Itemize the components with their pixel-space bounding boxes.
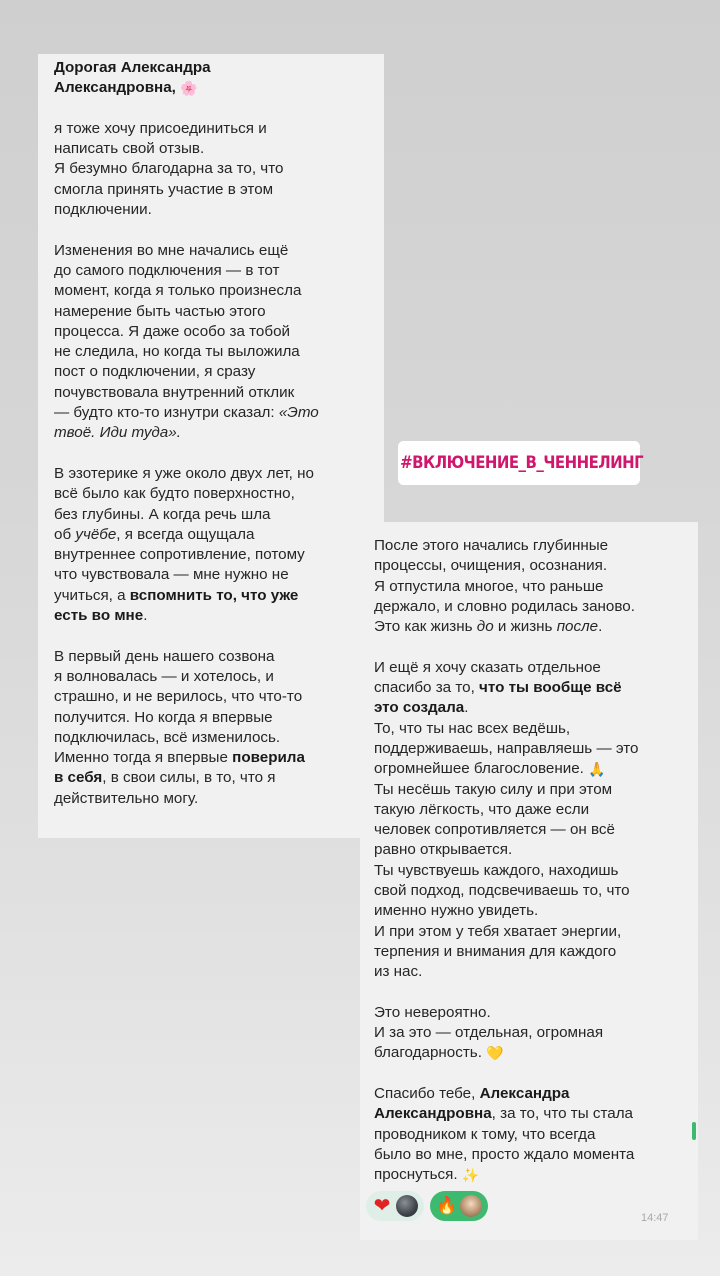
text-line: момент, когда я только произнесла [54, 282, 302, 300]
praying-hands-icon: 🙏 [588, 761, 606, 778]
text-line: намерение быть частью этого [54, 302, 266, 320]
text-line: из нас. [374, 963, 423, 981]
text-line [374, 1104, 688, 1124]
text-line [54, 586, 370, 606]
text-segment: проснуться. [374, 1166, 458, 1184]
text-line: что чувствовала — мне нужно не [54, 566, 289, 584]
bold-phrase: Александровна [374, 1105, 492, 1123]
text-line: подключении. [54, 201, 152, 219]
reactor-avatar [396, 1195, 418, 1217]
heart-icon: ❤ [373, 1195, 391, 1217]
message-timestamp: 14:47 [641, 1212, 669, 1224]
reactions-bar [366, 1191, 488, 1221]
text-segment: , я всегда ощущала [116, 525, 255, 543]
text-line [374, 698, 688, 718]
paragraph [54, 464, 370, 626]
text-line [374, 1084, 688, 1104]
text-segment: . [598, 618, 603, 636]
quote-italic: твоё. Иди туда». [54, 424, 181, 442]
italic-word: после [556, 618, 599, 636]
text-line: именно нужно увидеть. [374, 902, 539, 920]
text-segment: и жизнь [493, 618, 557, 636]
text-line: процесса. Я даже особо за тобой [54, 322, 290, 340]
text-line: всё было как будто поверхностно, [54, 485, 295, 503]
italic-word: учёбе [75, 525, 117, 543]
italic-word: до [476, 618, 494, 636]
reaction-heart[interactable] [366, 1191, 424, 1221]
yellow-heart-icon: 💛 [486, 1045, 504, 1062]
text-line: То, что ты нас всех ведёшь, [374, 719, 571, 737]
bold-phrase: это создала [374, 699, 465, 717]
text-line: я волновалась — и хотелось, и [54, 667, 274, 685]
text-line [54, 748, 370, 768]
text-line: такую лёгкость, что даже если [374, 800, 590, 818]
reactor-avatar [460, 1195, 482, 1217]
reaction-fire[interactable] [430, 1191, 488, 1221]
sparkles-icon: ✨ [461, 1167, 480, 1184]
paragraph [54, 647, 370, 809]
text-line: без глубины. А когда речь шла [54, 505, 271, 523]
text-line: держало, и словно родилась заново. [374, 597, 635, 615]
text-line: смогла принять участие в этом [54, 180, 274, 198]
hashtag-sticker[interactable]: #ВКЛЮЧЕНИЕ_В_ЧЕННЕЛИНГ [398, 441, 640, 485]
text-line: После этого начались глубинные [374, 537, 609, 554]
text-line: Это невероятно. [374, 1003, 491, 1021]
text-line [54, 606, 370, 626]
text-line: я тоже хочу присоединиться и [54, 119, 267, 137]
text-line: свой подход, подсвечиваешь то, что [374, 882, 630, 900]
bold-phrase: в себя [54, 769, 103, 787]
text-segment: об [54, 525, 76, 543]
text-line: внутреннее сопротивление, потому [54, 546, 305, 564]
paragraph [374, 1084, 688, 1185]
text-line [374, 678, 688, 698]
text-line: И при этом у тебя хватает энергии, [374, 922, 622, 940]
paragraph [54, 241, 370, 444]
text-line [54, 768, 370, 788]
text-segment: спасибо за то, [374, 679, 480, 697]
text-line: равно открывается. [374, 841, 513, 859]
fire-icon: 🔥 [436, 1196, 458, 1215]
text-line: В первый день нашего созвона [54, 647, 275, 665]
text-line: Изменения во мне начались ещё [54, 241, 289, 259]
text-line: И ещё я хочу сказать отдельное [374, 658, 601, 676]
bold-phrase: поверила [232, 749, 305, 767]
text-segment: Спасибо тебе, [374, 1085, 480, 1103]
bold-phrase: есть во мне [54, 607, 144, 625]
text-line: Я отпустила многое, что раньше [374, 577, 604, 595]
text-line: подключилась, всё изменилось. [54, 728, 281, 746]
bold-phrase: Александра [479, 1085, 570, 1103]
paragraph [54, 119, 370, 220]
text-line: поддерживаешь, направляешь — это [374, 739, 639, 757]
text-line: действительно могу. [54, 789, 199, 807]
text-line [374, 1165, 688, 1185]
text-segment: , за то, что ты стала [491, 1105, 634, 1123]
text-segment: огромнейшее благословение. [374, 760, 584, 778]
quote-italic: «Это [278, 404, 319, 422]
text-line: пост о подключении, я сразу [54, 363, 256, 381]
text-line: терпения и внимания для каждого [374, 942, 617, 960]
text-line [54, 525, 370, 545]
greeting [54, 58, 370, 99]
bold-phrase: вспомнить то, что уже [129, 586, 299, 604]
text-line [374, 759, 688, 779]
cropped-edge-indicator [692, 1122, 696, 1140]
text-line: проводником к тому, что всегда [374, 1125, 596, 1143]
greeting-line: Дорогая Александра [54, 59, 211, 76]
text-line: И за это — отдельная, огромная [374, 1024, 604, 1042]
text-segment: Именно тогда я впервые [54, 749, 233, 767]
paragraph [374, 536, 688, 637]
text-segment: учиться, а [54, 586, 130, 604]
text-line [374, 617, 688, 637]
text-line: написать свой отзыв. [54, 140, 205, 158]
text-line [54, 403, 370, 423]
text-segment: . [143, 607, 148, 625]
text-line: не следила, но когда ты выложила [54, 343, 300, 361]
text-line: В эзотерике я уже около двух лет, но [54, 464, 314, 482]
text-segment: . [464, 699, 469, 717]
text-segment: — будто кто-то изнутри сказал: [54, 404, 279, 422]
text-line: страшно, и не верилось, что что-то [54, 688, 303, 706]
text-line: Ты несёшь такую силу и при этом [374, 780, 613, 798]
text-line: было во мне, просто ждало момента [374, 1145, 635, 1163]
text-segment: Это как жизнь [374, 618, 477, 636]
text-line: почувствовала внутренний отклик [54, 383, 295, 401]
bold-phrase: что ты вообще всё [479, 679, 622, 697]
paragraph [374, 658, 688, 983]
paragraph [374, 1003, 688, 1064]
text-line: до самого подключения — в тот [54, 261, 280, 279]
text-segment: благодарность. [374, 1044, 482, 1062]
text-line: Ты чувствуешь каждого, находишь [374, 861, 619, 879]
greeting-line: Александровна, [54, 79, 176, 97]
message-card-right [360, 522, 698, 1240]
text-line: Я безумно благодарна за то, что [54, 160, 284, 178]
text-line [374, 1043, 688, 1063]
text-line: человек сопротивляется — он всё [374, 821, 615, 839]
text-segment: , в свои силы, в то, что я [102, 769, 276, 787]
text-line: получится. Но когда я впервые [54, 708, 273, 726]
cherry-blossom-icon: 🌸 [180, 80, 198, 97]
message-card-left [38, 54, 384, 838]
text-line: процессы, очищения, осознания. [374, 557, 608, 575]
